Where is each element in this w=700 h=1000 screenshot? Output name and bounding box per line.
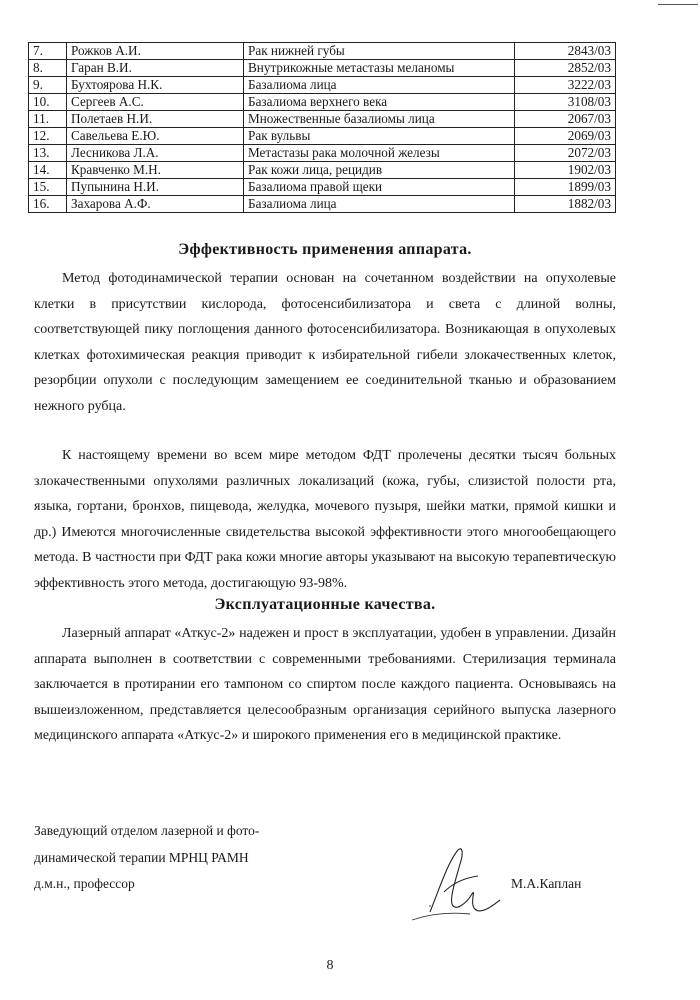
diagnosis-cell: Базалиома правой щеки xyxy=(244,179,515,196)
diagnosis-cell: Рак кожи лица, рецидив xyxy=(244,162,515,179)
row-number-cell: 9. xyxy=(29,77,67,94)
record-number-cell: 2843/03 xyxy=(515,43,616,60)
record-number-cell: 1899/03 xyxy=(515,179,616,196)
table-row xyxy=(29,179,616,196)
scan-corner-mark xyxy=(658,4,698,5)
operation-heading: Эксплуатационные качества. xyxy=(214,596,436,613)
patient-name-cell: Кравченко М.Н. xyxy=(67,162,244,179)
table-row xyxy=(29,60,616,77)
row-number-cell: 15. xyxy=(29,179,67,196)
patients-table xyxy=(28,42,616,213)
table-row xyxy=(29,145,616,162)
patient-name-cell: Захарова А.Ф. xyxy=(67,196,244,213)
patient-name-cell: Полетаев Н.И. xyxy=(67,111,244,128)
patient-name-cell: Пупынина Н.И. xyxy=(67,179,244,196)
record-number-cell: 1902/03 xyxy=(515,162,616,179)
signatory-position-line-1: Заведующий отделом лазерной и фото- xyxy=(34,823,260,838)
signer-name: М.А.Каплан xyxy=(511,876,582,891)
operation-paragraph: Лазерный аппарат «Аткус-2» надежен и прост в эксплуатации, удобен в управлении. Дизайн аппарата выполнен в соответствии с современными требованиями. Стерилизация терминала заключается в протирании его тампоном со спиртом после каждого пациента. Основываясь на вышеизложенном, представляется целесообразным организация серийного выпуска лазерного медицинского аппарата «Аткус-2» и широкого применения его в медицинской практике. xyxy=(34,626,616,744)
signatory-position-line-2: динамической терапии МРНЦ РАМН xyxy=(34,850,249,865)
diagnosis-cell: Метастазы рака молочной железы xyxy=(244,145,515,162)
table-row xyxy=(29,43,616,60)
efficiency-paragraph-1: Метод фотодинамической терапии основан на сочетанном воздействии на опухолевые клетки в присутствии кислорода, фотосенсибилизатора и света с длиной волны, соответствующей пику поглощения данного фотосенсибилизатора. Возникающая в опухолевых клетках фотохимическая реакция приводит к избирательной гибели злокачественных клеток, резорбции опухоли с последующим замещением ее соединительной тканью и образованием нежного рубца. xyxy=(34,271,616,414)
table-row xyxy=(29,128,616,145)
diagnosis-cell: Внутрикожные метастазы меланомы xyxy=(244,60,515,77)
record-number-cell: 2067/03 xyxy=(515,111,616,128)
page-number: 8 xyxy=(326,958,334,973)
diagnosis-cell: Базалиома лица xyxy=(244,77,515,94)
row-number-cell: 10. xyxy=(29,94,67,111)
diagnosis-cell: Рак вульвы xyxy=(244,128,515,145)
record-number-cell: 3108/03 xyxy=(515,94,616,111)
record-number-cell: 2852/03 xyxy=(515,60,616,77)
record-number-cell: 2069/03 xyxy=(515,128,616,145)
table-row xyxy=(29,77,616,94)
patient-name-cell: Рожков А.И. xyxy=(67,43,244,60)
patient-name-cell: Савельева Е.Ю. xyxy=(67,128,244,145)
diagnosis-cell: Базалиома верхнего века xyxy=(244,94,515,111)
efficiency-heading: Эффективность применения аппарата. xyxy=(178,241,472,258)
record-number-cell: 2072/03 xyxy=(515,145,616,162)
diagnosis-cell: Базалиома лица xyxy=(244,196,515,213)
record-number-cell: 3222/03 xyxy=(515,77,616,94)
row-number-cell: 7. xyxy=(29,43,67,60)
table-row xyxy=(29,94,616,111)
record-number-cell: 1882/03 xyxy=(515,196,616,213)
patient-name-cell: Сергеев А.С. xyxy=(67,94,244,111)
table-row xyxy=(29,196,616,213)
handwritten-signature xyxy=(400,842,510,922)
table-row xyxy=(29,162,616,179)
row-number-cell: 16. xyxy=(29,196,67,213)
patient-name-cell: Гаран В.И. xyxy=(67,60,244,77)
row-number-cell: 11. xyxy=(29,111,67,128)
patient-name-cell: Лесникова Л.А. xyxy=(67,145,244,162)
row-number-cell: 13. xyxy=(29,145,67,162)
row-number-cell: 8. xyxy=(29,60,67,77)
diagnosis-cell: Рак нижней губы xyxy=(244,43,515,60)
efficiency-paragraph-2: К настоящему времени во всем мире методом ФДТ пролечены десятки тысяч больных злокачественными опухолями различных локализаций (кожа, губы, слизистой полости рта, языка, гортани, бронхов, пищевода, желудка, мочевого пузыря, шейки матки, прямой кишки и др.) Имеются многочисленные свидетельства высокой эффективности этого многообещающего метода. В частности при ФДТ рака кожи многие авторы указывают на высокую терапевтическую эффективность этого метода, достигающую 93-98%. xyxy=(34,448,616,591)
diagnosis-cell: Множественные базалиомы лица xyxy=(244,111,515,128)
signatory-degree: д.м.н., профессор xyxy=(34,876,135,891)
patient-name-cell: Бухтоярова Н.К. xyxy=(67,77,244,94)
row-number-cell: 14. xyxy=(29,162,67,179)
table-row xyxy=(29,111,616,128)
row-number-cell: 12. xyxy=(29,128,67,145)
